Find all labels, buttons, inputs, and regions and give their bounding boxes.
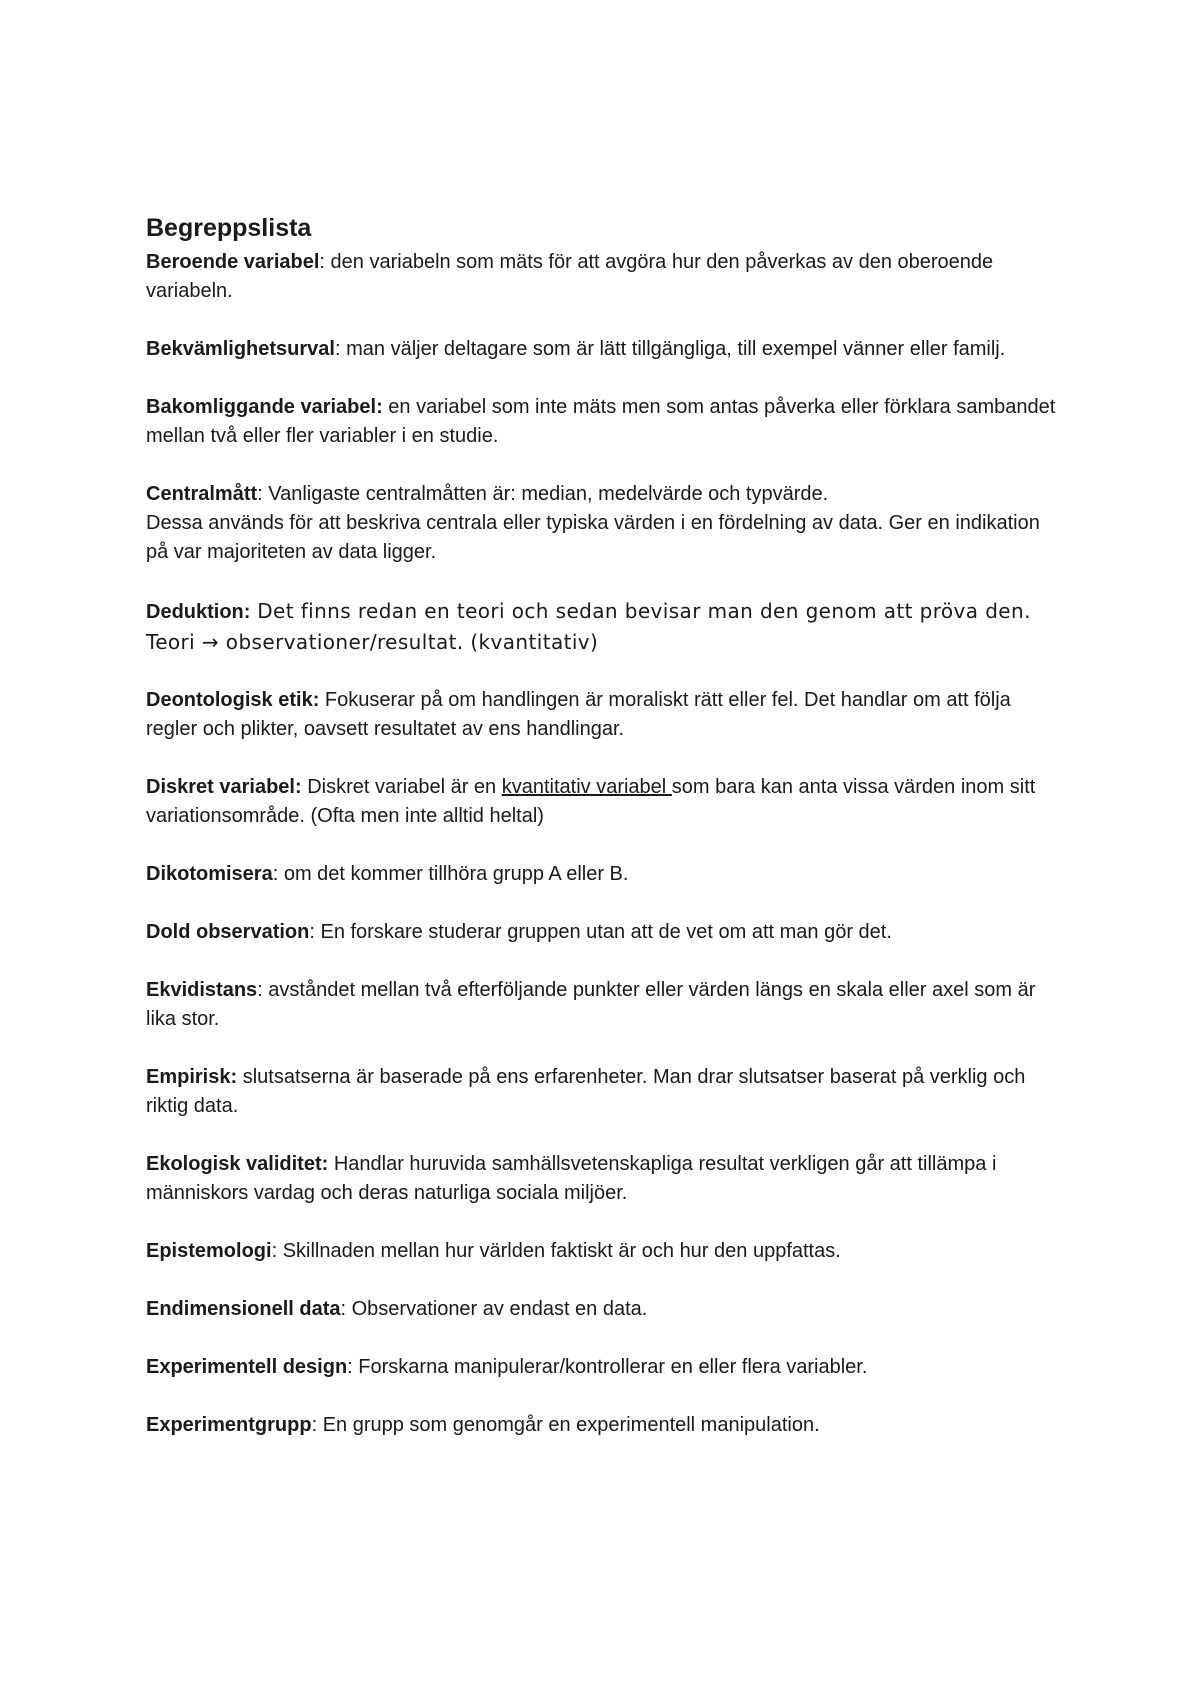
glossary-separator: : — [309, 921, 315, 943]
glossary-definition: Skillnaden mellan hur världen faktiskt är och hur den uppfattas. — [277, 1240, 841, 1262]
glossary-entry — [146, 773, 1066, 831]
glossary-term: Endimensionell data — [146, 1298, 341, 1320]
glossary-term: Deduktion: — [146, 601, 251, 623]
glossary-separator: : — [334, 338, 341, 360]
glossary-definition: slutsatserna är baserade på ens erfarenheter. Man drar slutsatser baserat på verklig och riktig data. — [146, 1066, 1026, 1117]
glossary-entry — [146, 860, 1066, 889]
glossary-entry — [146, 918, 1066, 947]
glossary-term: Experimentgrupp — [146, 1414, 312, 1436]
glossary-entry — [146, 686, 1066, 744]
glossary-entry — [146, 1353, 1066, 1382]
glossary-term: Experimentell design — [146, 1356, 348, 1378]
glossary-term: Dikotomisera — [146, 863, 273, 885]
glossary-separator: : — [347, 1356, 353, 1378]
glossary-definition: om det kommer tillhöra grupp A eller B. — [278, 863, 629, 885]
glossary-definition: En forskare studerar gruppen utan att de vet om att man gör det. — [314, 921, 892, 943]
glossary-term: Empirisk: — [146, 1066, 238, 1088]
glossary-term: Bekvämlighetsurval — [146, 338, 335, 360]
glossary-entry — [146, 335, 1066, 364]
glossary-term: Epistemologi — [146, 1240, 272, 1262]
glossary-entry — [146, 1411, 1066, 1440]
glossary-term: Centralmått — [146, 483, 258, 505]
glossary-entry — [146, 480, 1066, 567]
glossary-entry — [146, 248, 1066, 306]
glossary-entry — [146, 1063, 1066, 1121]
glossary-term: Beroende variabel — [146, 251, 320, 273]
glossary-separator: : — [272, 863, 279, 885]
glossary-definition: avståndet mellan två efterföljande punkter eller värden längs en skala eller axel som är lika stor. — [146, 979, 1036, 1030]
glossary-entry — [146, 393, 1066, 451]
glossary-separator: : — [257, 979, 263, 1001]
glossary-definition-post: som bara kan anta vissa värden inom sitt variationsområde. (Ofta men inte alltid heltal) — [146, 776, 1036, 827]
glossary-term: Ekologisk validitet: — [146, 1153, 329, 1175]
glossary-entry — [146, 976, 1066, 1034]
glossary-definition-continued: Dessa används för att beskriva centrala eller typiska värden i en fördelning av data. Ger en indikation på var majoriteten av data ligger. — [146, 512, 1040, 563]
glossary-term: Dold observation — [146, 921, 310, 943]
glossary-definition: man väljer deltagare som är lätt tillgängliga, till exempel vänner eller familj. — [340, 338, 1006, 360]
glossary-separator: : — [319, 251, 325, 273]
glossary-definition: Det finns redan en teori och sedan bevisar man den genom att pröva den. Teori → observationer/resultat. (kvantitativ) — [146, 599, 1031, 654]
document-page — [146, 212, 1066, 1469]
glossary-definition: Observationer av endast en data. — [346, 1298, 648, 1320]
glossary-entry — [146, 596, 1066, 657]
glossary-separator: : — [340, 1298, 347, 1320]
glossary-separator: : — [271, 1240, 278, 1262]
glossary-definition: Diskret variabel är en — [301, 776, 502, 798]
glossary-definition: en variabel som inte mäts men som antas påverka eller förklara sambandet mellan två eller fler variabler i en studie. — [146, 396, 1056, 447]
glossary-definition: En grupp som genomgår en experimentell manipulation. — [317, 1414, 820, 1436]
glossary-definition: Vanligaste centralmåtten är: median, medelvärde och typvärde. — [262, 483, 829, 505]
glossary-definition: Handlar huruvida samhällsvetenskapliga resultat verkligen går att tillämpa i människors vardag och deras naturliga sociala miljöer. — [146, 1153, 997, 1204]
glossary-term: Bakomliggande variabel: — [146, 396, 383, 418]
glossary-entry — [146, 1295, 1066, 1324]
glossary-definition: den variabeln som mäts för att avgöra hur den påverkas av den oberoende variabeln. — [146, 251, 994, 302]
glossary-term: Diskret variabel: — [146, 776, 302, 798]
glossary-separator: : — [311, 1414, 318, 1436]
glossary-term: Deontologisk etik: — [146, 689, 320, 711]
glossary-separator: : — [257, 483, 263, 505]
glossary-entry — [146, 1150, 1066, 1208]
glossary-definition: Fokuserar på om handlingen är moraliskt rätt eller fel. Det handlar om att följa regler och plikter, oavsett resultatet av ens handlingar. — [146, 689, 1011, 740]
glossary-definition: Forskarna manipulerar/kontrollerar en eller flera variabler. — [352, 1356, 868, 1378]
glossary-link[interactable]: kvantitativ variabel — [501, 776, 672, 798]
document-title: Begreppslista — [146, 214, 312, 242]
glossary-entry — [146, 1237, 1066, 1266]
glossary-term: Ekvidistans — [146, 979, 258, 1001]
